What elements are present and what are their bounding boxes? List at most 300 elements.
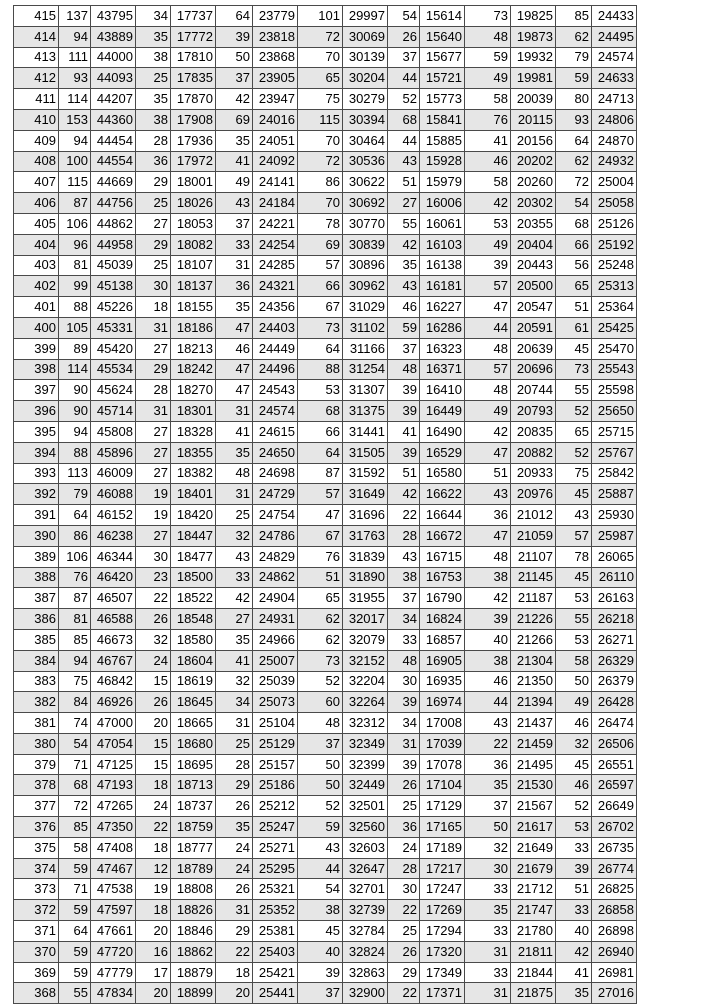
value-cell[interactable]: 17349 xyxy=(420,962,465,983)
value-cell[interactable]: 76 xyxy=(59,567,91,588)
value-cell[interactable]: 94 xyxy=(59,421,91,442)
value-cell[interactable]: 20882 xyxy=(511,442,556,463)
value-cell[interactable]: 23947 xyxy=(253,89,298,110)
value-cell[interactable]: 25271 xyxy=(253,837,298,858)
value-cell[interactable]: 32204 xyxy=(343,671,388,692)
value-cell[interactable]: 93 xyxy=(556,109,592,130)
value-cell[interactable]: 21530 xyxy=(511,775,556,796)
value-cell[interactable]: 20355 xyxy=(511,213,556,234)
value-cell[interactable]: 32 xyxy=(216,671,253,692)
value-cell[interactable]: 16490 xyxy=(420,421,465,442)
value-cell[interactable]: 45896 xyxy=(91,442,136,463)
value-cell[interactable]: 20 xyxy=(136,983,171,1004)
value-cell[interactable]: 21012 xyxy=(511,505,556,526)
value-cell[interactable]: 15979 xyxy=(420,172,465,193)
value-cell[interactable]: 45714 xyxy=(91,401,136,422)
value-cell[interactable]: 25403 xyxy=(253,941,298,962)
value-cell[interactable]: 44000 xyxy=(91,47,136,68)
value-cell[interactable]: 27 xyxy=(388,193,420,214)
value-cell[interactable]: 26065 xyxy=(592,546,637,567)
value-cell[interactable]: 27 xyxy=(136,213,171,234)
value-cell[interactable]: 64 xyxy=(216,6,253,27)
value-cell[interactable]: 69 xyxy=(298,234,343,255)
value-cell[interactable]: 25425 xyxy=(592,317,637,338)
value-cell[interactable]: 74 xyxy=(59,713,91,734)
value-cell[interactable]: 24698 xyxy=(253,463,298,484)
value-cell[interactable]: 96 xyxy=(59,234,91,255)
value-cell[interactable]: 18242 xyxy=(171,359,216,380)
value-cell[interactable]: 73 xyxy=(465,6,511,27)
value-cell[interactable]: 94 xyxy=(59,130,91,151)
value-cell[interactable]: 85 xyxy=(556,6,592,27)
value-cell[interactable]: 44454 xyxy=(91,130,136,151)
value-cell[interactable]: 18301 xyxy=(171,401,216,422)
value-cell[interactable]: 17810 xyxy=(171,47,216,68)
value-cell[interactable]: 46238 xyxy=(91,525,136,546)
value-cell[interactable]: 17247 xyxy=(420,879,465,900)
value-cell[interactable]: 153 xyxy=(59,109,91,130)
value-cell[interactable]: 31 xyxy=(216,484,253,505)
value-cell[interactable]: 31441 xyxy=(343,421,388,442)
value-cell[interactable]: 48 xyxy=(465,338,511,359)
value-cell[interactable]: 66 xyxy=(298,276,343,297)
value-cell[interactable]: 27016 xyxy=(592,983,637,1004)
value-cell[interactable]: 46420 xyxy=(91,567,136,588)
value-cell[interactable]: 39 xyxy=(216,26,253,47)
value-cell[interactable]: 90 xyxy=(59,380,91,401)
score-cell[interactable]: 414 xyxy=(14,26,59,47)
value-cell[interactable]: 47467 xyxy=(91,858,136,879)
value-cell[interactable]: 26163 xyxy=(592,588,637,609)
value-cell[interactable]: 16644 xyxy=(420,505,465,526)
value-cell[interactable]: 35 xyxy=(216,629,253,650)
value-cell[interactable]: 18737 xyxy=(171,796,216,817)
value-cell[interactable]: 45039 xyxy=(91,255,136,276)
value-cell[interactable]: 81 xyxy=(59,255,91,276)
value-cell[interactable]: 20404 xyxy=(511,234,556,255)
value-cell[interactable]: 46009 xyxy=(91,463,136,484)
value-cell[interactable]: 47408 xyxy=(91,837,136,858)
value-cell[interactable]: 30622 xyxy=(343,172,388,193)
value-cell[interactable]: 33 xyxy=(465,879,511,900)
value-cell[interactable]: 19825 xyxy=(511,6,556,27)
value-cell[interactable]: 37 xyxy=(388,47,420,68)
value-cell[interactable]: 45331 xyxy=(91,317,136,338)
value-cell[interactable]: 49 xyxy=(556,692,592,713)
value-cell[interactable]: 36 xyxy=(136,151,171,172)
value-cell[interactable]: 25058 xyxy=(592,193,637,214)
value-cell[interactable]: 30839 xyxy=(343,234,388,255)
value-cell[interactable]: 25 xyxy=(136,255,171,276)
value-cell[interactable]: 22 xyxy=(388,983,420,1004)
value-cell[interactable]: 68 xyxy=(59,775,91,796)
value-cell[interactable]: 25247 xyxy=(253,817,298,838)
value-cell[interactable]: 45226 xyxy=(91,297,136,318)
value-cell[interactable]: 79 xyxy=(59,484,91,505)
value-cell[interactable]: 32784 xyxy=(343,921,388,942)
value-cell[interactable]: 39 xyxy=(556,858,592,879)
value-cell[interactable]: 26735 xyxy=(592,837,637,858)
value-cell[interactable]: 23868 xyxy=(253,47,298,68)
value-cell[interactable]: 26825 xyxy=(592,879,637,900)
value-cell[interactable]: 16103 xyxy=(420,234,465,255)
value-cell[interactable]: 15773 xyxy=(420,89,465,110)
value-cell[interactable]: 21649 xyxy=(511,837,556,858)
value-cell[interactable]: 25212 xyxy=(253,796,298,817)
value-cell[interactable]: 68 xyxy=(298,401,343,422)
value-cell[interactable]: 24141 xyxy=(253,172,298,193)
value-cell[interactable]: 21459 xyxy=(511,733,556,754)
value-cell[interactable]: 18713 xyxy=(171,775,216,796)
value-cell[interactable]: 42 xyxy=(216,89,253,110)
value-cell[interactable]: 69 xyxy=(216,109,253,130)
value-cell[interactable]: 24870 xyxy=(592,130,637,151)
value-cell[interactable]: 20202 xyxy=(511,151,556,172)
value-cell[interactable]: 21811 xyxy=(511,941,556,962)
value-cell[interactable]: 50 xyxy=(556,671,592,692)
value-cell[interactable]: 26110 xyxy=(592,567,637,588)
value-cell[interactable]: 32863 xyxy=(343,962,388,983)
value-cell[interactable]: 44 xyxy=(388,68,420,89)
value-cell[interactable]: 21495 xyxy=(511,754,556,775)
value-cell[interactable]: 113 xyxy=(59,463,91,484)
value-cell[interactable]: 24433 xyxy=(592,6,637,27)
score-cell[interactable]: 382 xyxy=(14,692,59,713)
value-cell[interactable]: 65 xyxy=(556,276,592,297)
value-cell[interactable]: 87 xyxy=(59,193,91,214)
value-cell[interactable]: 24092 xyxy=(253,151,298,172)
value-cell[interactable]: 64 xyxy=(59,921,91,942)
value-cell[interactable]: 31166 xyxy=(343,338,388,359)
value-cell[interactable]: 20591 xyxy=(511,317,556,338)
value-cell[interactable]: 39 xyxy=(388,692,420,713)
value-cell[interactable]: 29 xyxy=(216,921,253,942)
value-cell[interactable]: 25321 xyxy=(253,879,298,900)
value-cell[interactable]: 30770 xyxy=(343,213,388,234)
value-cell[interactable]: 35 xyxy=(136,89,171,110)
value-cell[interactable]: 16824 xyxy=(420,609,465,630)
value-cell[interactable]: 16006 xyxy=(420,193,465,214)
value-cell[interactable]: 44862 xyxy=(91,213,136,234)
value-cell[interactable]: 46 xyxy=(556,775,592,796)
value-cell[interactable]: 39 xyxy=(465,609,511,630)
value-cell[interactable]: 46926 xyxy=(91,692,136,713)
score-cell[interactable]: 370 xyxy=(14,941,59,962)
value-cell[interactable]: 18759 xyxy=(171,817,216,838)
value-cell[interactable]: 32152 xyxy=(343,650,388,671)
value-cell[interactable]: 72 xyxy=(298,26,343,47)
value-cell[interactable]: 44756 xyxy=(91,193,136,214)
value-cell[interactable]: 28 xyxy=(216,754,253,775)
value-cell[interactable]: 15640 xyxy=(420,26,465,47)
value-cell[interactable]: 18 xyxy=(136,775,171,796)
value-cell[interactable]: 17217 xyxy=(420,858,465,879)
value-cell[interactable]: 39 xyxy=(465,255,511,276)
value-cell[interactable]: 24829 xyxy=(253,546,298,567)
value-cell[interactable]: 33 xyxy=(556,900,592,921)
value-cell[interactable]: 25470 xyxy=(592,338,637,359)
value-cell[interactable]: 87 xyxy=(298,463,343,484)
value-cell[interactable]: 18695 xyxy=(171,754,216,775)
value-cell[interactable]: 30204 xyxy=(343,68,388,89)
score-cell[interactable]: 402 xyxy=(14,276,59,297)
value-cell[interactable]: 72 xyxy=(556,172,592,193)
value-cell[interactable]: 35 xyxy=(465,775,511,796)
score-cell[interactable]: 395 xyxy=(14,421,59,442)
value-cell[interactable]: 24754 xyxy=(253,505,298,526)
value-cell[interactable]: 48 xyxy=(465,26,511,47)
value-cell[interactable]: 16529 xyxy=(420,442,465,463)
value-cell[interactable]: 45808 xyxy=(91,421,136,442)
value-cell[interactable]: 18477 xyxy=(171,546,216,567)
value-cell[interactable]: 37 xyxy=(216,213,253,234)
value-cell[interactable]: 51 xyxy=(556,879,592,900)
value-cell[interactable]: 59 xyxy=(59,858,91,879)
value-cell[interactable]: 61 xyxy=(556,317,592,338)
value-cell[interactable]: 47 xyxy=(465,525,511,546)
value-cell[interactable]: 75 xyxy=(59,671,91,692)
value-cell[interactable]: 41 xyxy=(465,130,511,151)
value-cell[interactable]: 84 xyxy=(59,692,91,713)
value-cell[interactable]: 19981 xyxy=(511,68,556,89)
value-cell[interactable]: 32603 xyxy=(343,837,388,858)
value-cell[interactable]: 59 xyxy=(59,900,91,921)
value-cell[interactable]: 31102 xyxy=(343,317,388,338)
value-cell[interactable]: 25364 xyxy=(592,297,637,318)
value-cell[interactable]: 22 xyxy=(136,588,171,609)
value-cell[interactable]: 20547 xyxy=(511,297,556,318)
value-cell[interactable]: 16857 xyxy=(420,629,465,650)
value-cell[interactable]: 24 xyxy=(216,837,253,858)
value-cell[interactable]: 37 xyxy=(388,588,420,609)
value-cell[interactable]: 39 xyxy=(298,962,343,983)
value-cell[interactable]: 44 xyxy=(388,130,420,151)
value-cell[interactable]: 24221 xyxy=(253,213,298,234)
value-cell[interactable]: 18420 xyxy=(171,505,216,526)
value-cell[interactable]: 45 xyxy=(556,484,592,505)
value-cell[interactable]: 18899 xyxy=(171,983,216,1004)
value-cell[interactable]: 53 xyxy=(465,213,511,234)
value-cell[interactable]: 46 xyxy=(388,297,420,318)
value-cell[interactable]: 50 xyxy=(216,47,253,68)
value-cell[interactable]: 29 xyxy=(216,775,253,796)
value-cell[interactable]: 21780 xyxy=(511,921,556,942)
value-cell[interactable]: 15677 xyxy=(420,47,465,68)
value-cell[interactable]: 42 xyxy=(465,588,511,609)
value-cell[interactable]: 15721 xyxy=(420,68,465,89)
value-cell[interactable]: 16622 xyxy=(420,484,465,505)
value-cell[interactable]: 17908 xyxy=(171,109,216,130)
value-cell[interactable]: 31839 xyxy=(343,546,388,567)
value-cell[interactable]: 99 xyxy=(59,276,91,297)
value-cell[interactable]: 24016 xyxy=(253,109,298,130)
value-cell[interactable]: 21747 xyxy=(511,900,556,921)
value-cell[interactable]: 26474 xyxy=(592,713,637,734)
value-cell[interactable]: 30536 xyxy=(343,151,388,172)
value-cell[interactable]: 31955 xyxy=(343,588,388,609)
value-cell[interactable]: 90 xyxy=(59,401,91,422)
value-cell[interactable]: 24650 xyxy=(253,442,298,463)
value-cell[interactable]: 35 xyxy=(216,817,253,838)
value-cell[interactable]: 78 xyxy=(556,546,592,567)
value-cell[interactable]: 28 xyxy=(136,130,171,151)
value-cell[interactable]: 52 xyxy=(388,89,420,110)
score-cell[interactable]: 412 xyxy=(14,68,59,89)
value-cell[interactable]: 24543 xyxy=(253,380,298,401)
value-cell[interactable]: 24356 xyxy=(253,297,298,318)
value-cell[interactable]: 18 xyxy=(136,837,171,858)
value-cell[interactable]: 54 xyxy=(298,879,343,900)
value-cell[interactable]: 64 xyxy=(298,442,343,463)
score-cell[interactable]: 389 xyxy=(14,546,59,567)
value-cell[interactable]: 17189 xyxy=(420,837,465,858)
score-cell[interactable]: 380 xyxy=(14,733,59,754)
value-cell[interactable]: 37 xyxy=(298,983,343,1004)
value-cell[interactable]: 24496 xyxy=(253,359,298,380)
value-cell[interactable]: 21394 xyxy=(511,692,556,713)
value-cell[interactable]: 20500 xyxy=(511,276,556,297)
value-cell[interactable]: 36 xyxy=(388,817,420,838)
value-cell[interactable]: 72 xyxy=(59,796,91,817)
score-cell[interactable]: 406 xyxy=(14,193,59,214)
value-cell[interactable]: 59 xyxy=(59,962,91,983)
value-cell[interactable]: 24 xyxy=(388,837,420,858)
value-cell[interactable]: 25192 xyxy=(592,234,637,255)
score-cell[interactable]: 396 xyxy=(14,401,59,422)
value-cell[interactable]: 32 xyxy=(465,837,511,858)
value-cell[interactable]: 24 xyxy=(136,650,171,671)
value-cell[interactable]: 22 xyxy=(136,817,171,838)
value-cell[interactable]: 70 xyxy=(298,130,343,151)
score-cell[interactable]: 373 xyxy=(14,879,59,900)
value-cell[interactable]: 137 xyxy=(59,6,91,27)
value-cell[interactable]: 24786 xyxy=(253,525,298,546)
value-cell[interactable]: 30394 xyxy=(343,109,388,130)
value-cell[interactable]: 17078 xyxy=(420,754,465,775)
value-cell[interactable]: 52 xyxy=(298,671,343,692)
value-cell[interactable]: 40 xyxy=(298,941,343,962)
value-cell[interactable]: 16753 xyxy=(420,567,465,588)
value-cell[interactable]: 25157 xyxy=(253,754,298,775)
value-cell[interactable]: 33 xyxy=(388,629,420,650)
value-cell[interactable]: 21107 xyxy=(511,546,556,567)
value-cell[interactable]: 68 xyxy=(388,109,420,130)
score-cell[interactable]: 385 xyxy=(14,629,59,650)
score-cell[interactable]: 383 xyxy=(14,671,59,692)
value-cell[interactable]: 47720 xyxy=(91,941,136,962)
score-cell[interactable]: 408 xyxy=(14,151,59,172)
value-cell[interactable]: 21844 xyxy=(511,962,556,983)
value-cell[interactable]: 26551 xyxy=(592,754,637,775)
value-cell[interactable]: 40 xyxy=(556,921,592,942)
value-cell[interactable]: 85 xyxy=(59,629,91,650)
value-cell[interactable]: 46842 xyxy=(91,671,136,692)
value-cell[interactable]: 42 xyxy=(388,484,420,505)
value-cell[interactable]: 46152 xyxy=(91,505,136,526)
value-cell[interactable]: 17737 xyxy=(171,6,216,27)
value-cell[interactable]: 18680 xyxy=(171,733,216,754)
value-cell[interactable]: 18826 xyxy=(171,900,216,921)
value-cell[interactable]: 16323 xyxy=(420,338,465,359)
value-cell[interactable]: 26 xyxy=(216,796,253,817)
value-cell[interactable]: 59 xyxy=(59,941,91,962)
value-cell[interactable]: 25715 xyxy=(592,421,637,442)
value-cell[interactable]: 24574 xyxy=(592,47,637,68)
value-cell[interactable]: 17972 xyxy=(171,151,216,172)
value-cell[interactable]: 31 xyxy=(216,401,253,422)
score-cell[interactable]: 405 xyxy=(14,213,59,234)
value-cell[interactable]: 18053 xyxy=(171,213,216,234)
value-cell[interactable]: 33 xyxy=(216,567,253,588)
value-cell[interactable]: 16410 xyxy=(420,380,465,401)
value-cell[interactable]: 66 xyxy=(556,234,592,255)
value-cell[interactable]: 43 xyxy=(388,276,420,297)
value-cell[interactable]: 29 xyxy=(136,359,171,380)
value-cell[interactable]: 39 xyxy=(388,401,420,422)
value-cell[interactable]: 35 xyxy=(216,442,253,463)
value-cell[interactable]: 22 xyxy=(388,900,420,921)
value-cell[interactable]: 88 xyxy=(59,297,91,318)
value-cell[interactable]: 18328 xyxy=(171,421,216,442)
score-cell[interactable]: 379 xyxy=(14,754,59,775)
value-cell[interactable]: 46507 xyxy=(91,588,136,609)
value-cell[interactable]: 31763 xyxy=(343,525,388,546)
value-cell[interactable]: 87 xyxy=(59,588,91,609)
value-cell[interactable]: 15 xyxy=(136,671,171,692)
value-cell[interactable]: 54 xyxy=(556,193,592,214)
value-cell[interactable]: 18846 xyxy=(171,921,216,942)
score-cell[interactable]: 393 xyxy=(14,463,59,484)
value-cell[interactable]: 31 xyxy=(216,900,253,921)
value-cell[interactable]: 39 xyxy=(388,442,420,463)
value-cell[interactable]: 32 xyxy=(556,733,592,754)
value-cell[interactable]: 45 xyxy=(298,921,343,942)
value-cell[interactable]: 57 xyxy=(556,525,592,546)
value-cell[interactable]: 17104 xyxy=(420,775,465,796)
value-cell[interactable]: 21617 xyxy=(511,817,556,838)
value-cell[interactable]: 115 xyxy=(298,109,343,130)
value-cell[interactable]: 48 xyxy=(388,650,420,671)
value-cell[interactable]: 17870 xyxy=(171,89,216,110)
value-cell[interactable]: 45420 xyxy=(91,338,136,359)
value-cell[interactable]: 45 xyxy=(556,754,592,775)
value-cell[interactable]: 25987 xyxy=(592,525,637,546)
value-cell[interactable]: 23 xyxy=(136,567,171,588)
value-cell[interactable]: 22 xyxy=(216,941,253,962)
value-cell[interactable]: 26981 xyxy=(592,962,637,983)
value-cell[interactable]: 19932 xyxy=(511,47,556,68)
value-cell[interactable]: 21679 xyxy=(511,858,556,879)
value-cell[interactable]: 25767 xyxy=(592,442,637,463)
value-cell[interactable]: 49 xyxy=(465,234,511,255)
value-cell[interactable]: 31696 xyxy=(343,505,388,526)
value-cell[interactable]: 26379 xyxy=(592,671,637,692)
value-cell[interactable]: 47779 xyxy=(91,962,136,983)
value-cell[interactable]: 46767 xyxy=(91,650,136,671)
value-cell[interactable]: 24449 xyxy=(253,338,298,359)
value-cell[interactable]: 17129 xyxy=(420,796,465,817)
value-cell[interactable]: 18355 xyxy=(171,442,216,463)
score-cell[interactable]: 369 xyxy=(14,962,59,983)
score-cell[interactable]: 371 xyxy=(14,921,59,942)
value-cell[interactable]: 33 xyxy=(216,234,253,255)
value-cell[interactable]: 93 xyxy=(59,68,91,89)
value-cell[interactable]: 47125 xyxy=(91,754,136,775)
value-cell[interactable]: 21266 xyxy=(511,629,556,650)
value-cell[interactable]: 30896 xyxy=(343,255,388,276)
score-cell[interactable]: 407 xyxy=(14,172,59,193)
value-cell[interactable]: 47661 xyxy=(91,921,136,942)
